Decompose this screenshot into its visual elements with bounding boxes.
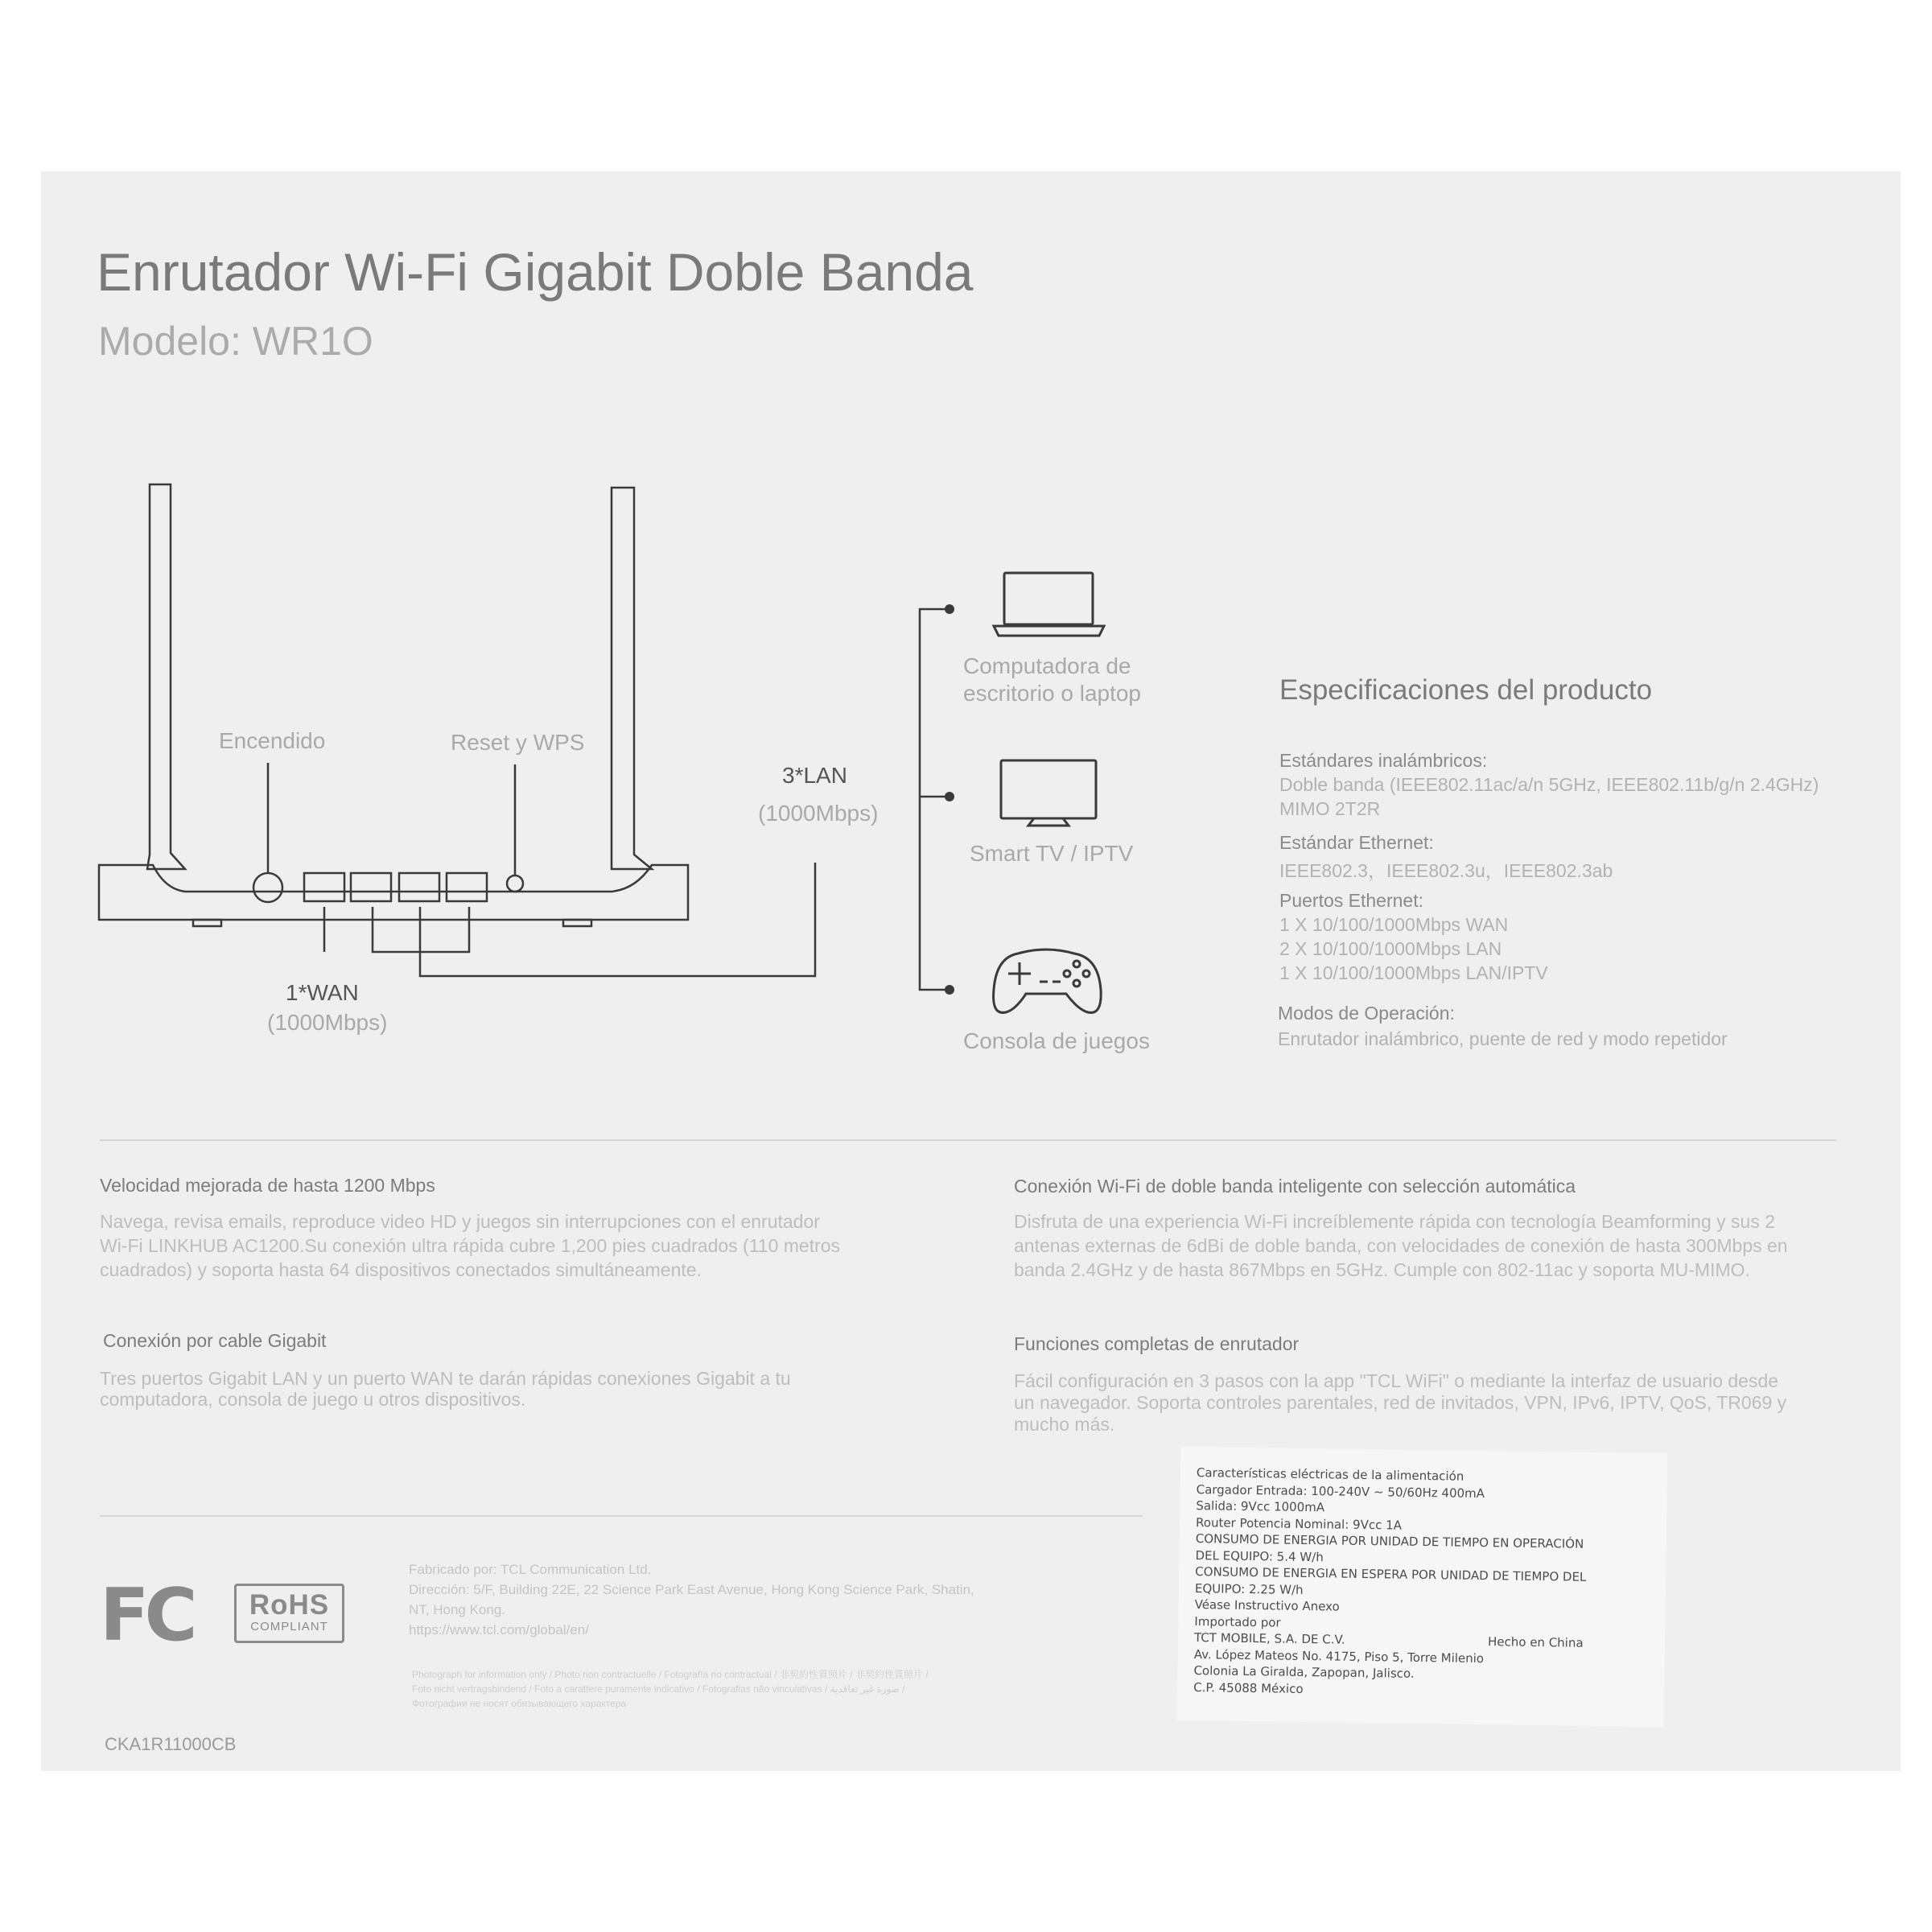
sticker-line: Salida: 9Vcc 1000mA <box>1196 1498 1325 1515</box>
spec-value: 2 X 10/100/1000Mbps LAN <box>1279 938 1502 959</box>
spec-key: Estándares inalámbricos: <box>1279 750 1488 771</box>
specs-heading: Especificaciones del producto <box>1279 674 1653 706</box>
sticker-line: TCT MOBILE, S.A. DE C.V. <box>1193 1630 1345 1647</box>
router-foot-left <box>193 920 221 926</box>
sticker-line: EQUIPO: 2.25 W/h <box>1194 1580 1304 1597</box>
rohs-logo <box>234 1584 344 1643</box>
lan-port-3 <box>447 873 487 901</box>
feature-title: Conexión por cable Gigabit <box>103 1330 327 1351</box>
sticker-line: Av. López Mateos No. 4175, Piso 5, Torre Milenio <box>1193 1646 1485 1666</box>
feature-body: Fácil configuración en 3 pasos con la app "TCL WiFi" o mediante la interfaz de usuario desde un navegador. Soporta controles parentales, red de invitados, VPN, IPv6, IPTV, QoS, TR069 y mucho más. <box>1014 1370 1787 1435</box>
device-label-tv: Smart TV / IPTV <box>970 841 1134 866</box>
sticker-line: Características eléctricas de la alimentación <box>1196 1465 1464 1484</box>
spec-value: IEEE802.3，IEEE802.3u，IEEE802.3ab <box>1279 860 1613 881</box>
spec-value: 1 X 10/100/1000Mbps WAN <box>1279 914 1509 935</box>
tv-icon <box>1001 760 1096 826</box>
device-label-computer-2: escritorio o laptop <box>963 681 1142 706</box>
router-foot-right <box>563 920 591 926</box>
sticker-line: Importado por <box>1194 1613 1281 1630</box>
reset-wps-label: Reset y WPS <box>451 730 585 755</box>
sticker-text <box>1193 1464 1588 1701</box>
device-label-console: Consola de juegos <box>963 1028 1150 1053</box>
spec-value: Enrutador inalámbrico, puente de red y modo repetidor <box>1278 1028 1728 1049</box>
sticker-line: Router Potencia Nominal: 9Vcc 1A <box>1195 1514 1403 1533</box>
sticker-line: DEL EQUIPO: 5.4 W/h <box>1195 1547 1324 1564</box>
spec-value: 1 X 10/100/1000Mbps LAN/IPTV <box>1279 962 1548 983</box>
lan-label: 3*LAN <box>782 763 847 788</box>
power-port <box>253 873 282 902</box>
power-label: Encendido <box>219 728 326 753</box>
lan-speed: (1000Mbps) <box>758 801 879 826</box>
wan-port <box>304 873 344 901</box>
divider <box>100 1515 1143 1517</box>
laptop-icon <box>994 573 1104 636</box>
feature-body: Tres puertos Gigabit LAN y un puerto WAN te darán rápidas conexiones Gigabit a tu computadora, consola de juego u otros dispositivos. <box>100 1368 791 1410</box>
model-number: Modelo: WR1O <box>98 319 373 364</box>
feature-body: Navega, revisa emails, reproduce video HD y juegos sin interrupciones con el enrutador Wi-Fi LINKHUB AC1200.Su conexión ultra rápida cubre 1,200 pies cuadrados (110 metros cuadrados) y soporta hasta 64 dispositivos conectados simultáneamente. <box>100 1211 841 1280</box>
gamepad-icon <box>994 950 1102 1012</box>
manufacturer-url: https://www.tcl.com/global/en/ <box>409 1622 589 1637</box>
feature-title: Conexión Wi-Fi de doble banda inteligente con selección automática <box>1014 1176 1576 1197</box>
fcc-logo: FC <box>100 1573 193 1658</box>
lan-port-1 <box>351 873 391 901</box>
reset-button <box>507 875 523 892</box>
manufacturer-address: Dirección: 5/F, Building 22E, 22 Science Park East Avenue, Hong Kong Science Park, Shatin, NT, Hong Kong. <box>409 1582 974 1617</box>
feature-body: Disfruta de una experiencia Wi-Fi increíblemente rápida con tecnología Beamforming y sus 2 antenas externas de 6dBi de doble banda, con velocidades de conexión de hasta 300Mbps en banda 2.4GHz y de hasta 867Mbps en 5GHz. Cumple con 802-11ac y soporta MU-MIMO. <box>1014 1211 1788 1280</box>
photo-disclaimer: Photograph for information only / Photo non contractuelle / Fotografía no contractual / 非契約性質照片 / 非契約性質照片 / Foto nicht vertragsbindend / Foto a carattere puramente indicativo / Fotografias não vinculativas / صورة غير تعاقدية / Фотографии не носят обязывающего характера <box>412 1669 929 1709</box>
lan-port-2 <box>399 873 439 901</box>
spec-value: Doble banda (IEEE802.11ac/a/n 5GHz, IEEE802.11b/g/n 2.4GHz) <box>1279 774 1819 795</box>
made-in: Hecho en China <box>1487 1634 1584 1650</box>
sticker-line: Véase Instructivo Anexo <box>1194 1597 1340 1614</box>
spec-key: Modos de Operación: <box>1278 1003 1455 1024</box>
feature-title: Velocidad mejorada de hasta 1200 Mbps <box>100 1175 435 1196</box>
router-body <box>99 865 688 920</box>
wan-label: 1*WAN <box>286 980 359 1005</box>
right-antenna <box>612 488 652 869</box>
sticker-line: C.P. 45088 México <box>1193 1679 1304 1696</box>
wan-speed: (1000Mbps) <box>267 1010 388 1035</box>
rohs-title: RoHS <box>249 1589 330 1621</box>
spec-value: MIMO 2T2R <box>1279 798 1381 819</box>
manufacturer: Fabricado por: TCL Communication Ltd. <box>409 1562 652 1577</box>
product-code: CKA1R11000CB <box>105 1734 237 1754</box>
device-label-computer-1: Computadora de <box>963 653 1131 678</box>
sticker-line: Colonia La Giralda, Zapopan, Jalisco. <box>1193 1663 1415 1681</box>
import-sticker <box>1177 1447 1668 1727</box>
spec-key: Puertos Ethernet: <box>1279 890 1423 911</box>
sticker-line: CONSUMO DE ENERGIA POR UNIDAD DE TIEMPO EN OPERACIÓN <box>1195 1531 1584 1551</box>
spec-key: Estándar Ethernet: <box>1279 832 1434 853</box>
feature-title: Funciones completas de enrutador <box>1014 1333 1300 1354</box>
manufacturer-block <box>409 1559 988 1640</box>
rohs-subtitle: COMPLIANT <box>250 1620 328 1633</box>
sticker-line: Cargador Entrada: 100-240V ~ 50/60Hz 400mA <box>1196 1481 1485 1501</box>
product-title: Enrutador Wi-Fi Gigabit Doble Banda <box>97 242 974 302</box>
divider <box>100 1139 1836 1141</box>
left-antenna <box>147 484 185 869</box>
sticker-line: CONSUMO DE ENERGIA EN ESPERA POR UNIDAD DE TIEMPO DEL <box>1195 1564 1587 1584</box>
